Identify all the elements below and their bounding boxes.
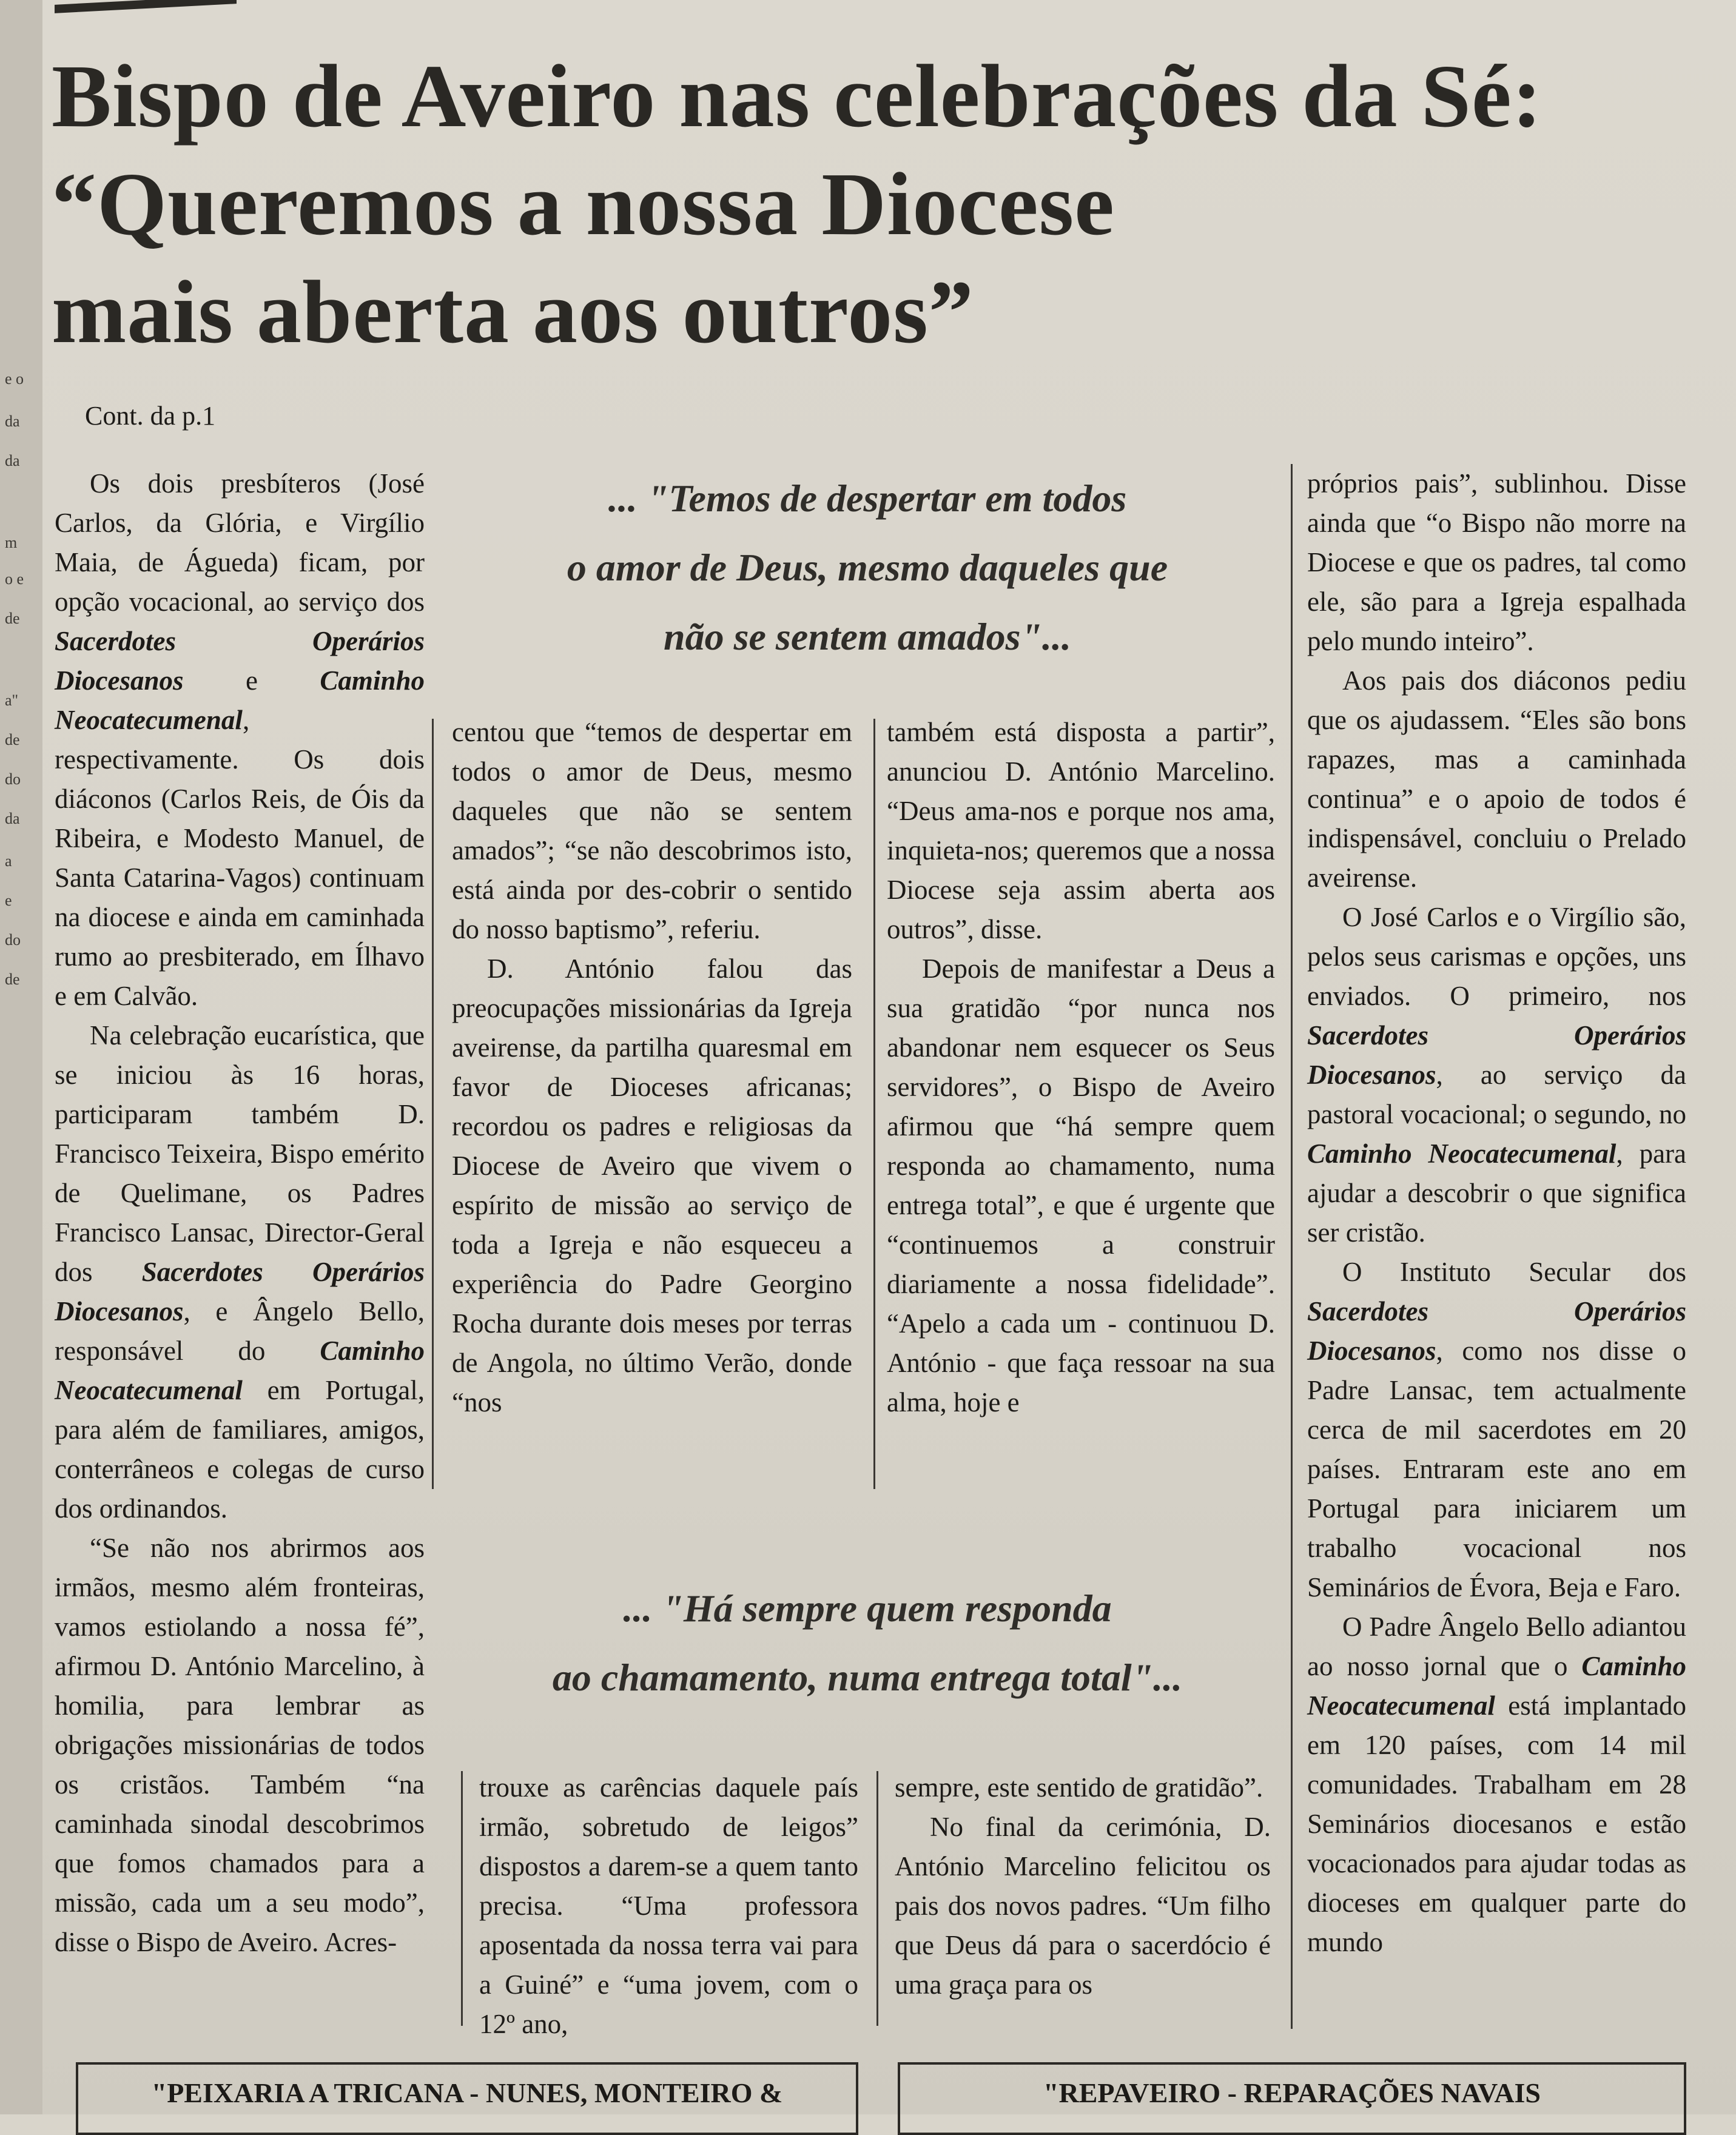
margin-fragment: de [5,731,20,748]
ad-box-right [898,2062,1686,2135]
margin-fragment: de [5,970,20,988]
ad-box-left [76,2062,858,2135]
column-3-bottom [895,1768,1271,2005]
emphasis: Sacerdotes Operários Diocesanos [55,626,425,696]
paragraph: D. António falou das preocupações missionárias da Igreja aveirense, da partilha quaresmal em favor de Dioceses africanas; recordou os padres e religiosas da Diocese de Aveiro que vivem o espírito de missão ao serviço de toda a Igreja e não esqueceu a experiência do Padre Georgino Rocha durante dois meses por terras de Angola, no último Verão, donde “nos [452,953,852,1417]
paragraph: também está disposta a partir”, anunciou D. António Marcelino. “Deus ama-nos e porque nos ama, inquieta-nos; queremos que a nossa Diocese seja assim aberta aos outros”, disse. [887,717,1275,944]
emphasis: Caminho Neocatecumenal [55,665,425,735]
margin-fragment: m [5,534,18,551]
column-rule [873,719,875,1489]
pull-quote-line: ... "Temos de despertar em todos [608,477,1127,520]
continuation-note: Cont. da p.1 [85,401,216,431]
emphasis: Sacerdotes Operários Diocesanos [1307,1020,1686,1090]
column-2-top [452,713,852,1422]
paragraph: O José Carlos e o Virgílio são, pelos seus carismas e opções, uns enviados. O primeiro, nos Sacerdotes Operários Diocesanos, ao serviço da pastoral vocacional; o segundo, no Caminho Neocatecumenal, para ajudar a descobrir o que significa ser cristão. [1307,902,1686,1248]
column-rule [432,719,434,1489]
headline-line-3: mais aberta aos outros” [52,263,974,362]
paragraph: O Padre Ângelo Bello adiantou ao nosso jornal que o Caminho Neocatecumenal está implantado em 120 países, com 14 mil comunidades. Trabalham em 28 Seminários diocesanos e estão vocacionados para ajudar todas as dioceses em qualquer parte do mundo [1307,1612,1686,1957]
paragraph: centou que “temos de despertar em todos o amor de Deus, mesmo daqueles que não se sentem amados”; “se não descobrimos isto, está ainda por des-cobrir o sentido do nosso baptismo”, referiu. [452,717,852,944]
pull-quote-line: o amor de Deus, mesmo daqueles que [567,546,1168,589]
paragraph: próprios pais”, sublinhou. Disse ainda que “o Bispo não morre na Diocese e que os padres, tal como ele, são para a Igreja espalhada pelo mundo inteiro”. [1307,468,1686,656]
pull-quote-2 [449,1574,1286,1712]
margin-fragment: e o [5,370,24,388]
paragraph: Depois de manifestar a Deus a sua gratidão “por nunca nos abandonar nem esquecer os Seus servidores”, o Bispo de Aveiro afirmou que “há sempre quem responda ao chamamento, numa entrega total”, e que é urgente que “continuemos a construir diariamente a nossa fidelidade”. “Apelo a cada um - continuou D. António - que faça ressoar na sua alma, hoje e [887,953,1275,1417]
emphasis: Caminho Neocatecumenal [1307,1138,1617,1169]
paragraph: sempre, este sentido de gratidão”. [895,1772,1263,1803]
paragraph: Os dois presbíteros (José Carlos, da Glória, e Virgílio Maia, de Águeda) ficam, por opção vocacional, ao serviço dos Sacerdotes Operários Diocesanos e Caminho Neocatecumenal, respectivamente. Os dois diáconos (Carlos Reis, de Óis da Ribeira, e Modesto Manuel, de Santa Catarina-Vagos) continuam na diocese e ainda em caminhada rumo ao presbiterado, em Ílhavo e em Calvão. [55,468,425,1011]
column-3-top [887,713,1275,1422]
paragraph: No final da cerimónia, D. António Marcelino felicitou os pais dos novos padres. “Um filho que Deus dá para o sacerdócio é uma graça para os [895,1812,1271,2000]
paragraph: Aos pais dos diáconos pediu que os ajudassem. “Eles são bons rapazes, mas a caminhada continua” e o apoio de todos é indispensável, concluiu o Prelado aveirense. [1307,665,1686,893]
column-rule [1291,464,1293,2029]
margin-fragment: do [5,931,21,949]
paragraph: trouxe as carências daquele país irmão, sobretudo de leigos” dispostos a darem-se a quem tanto precisa. “Uma professora aposentada da nossa terra vai para a Guiné” e “uma jovem, com o 12º ano, [479,1772,858,2039]
ad-text: "REPAVEIRO - REPARAÇÕES NAVAIS [1043,2077,1541,2108]
pull-quote-line: ao chamamento, numa entrega total"... [552,1656,1183,1699]
column-1 [55,464,425,1962]
ad-text: "PEIXARIA A TRICANA - NUNES, MONTEIRO & [151,2077,783,2108]
pull-quote-line: não se sentem amados"... [664,615,1071,658]
margin-fragment: e [5,892,12,909]
column-2-bottom [479,1768,858,2044]
margin-fragment: da [5,412,20,430]
emphasis: Sacerdotes Operários Diocesanos [1307,1296,1686,1366]
margin-fragment: a" [5,691,19,709]
article-headline [52,42,1689,366]
paragraph: O Instituto Secular dos Sacerdotes Operários Diocesanos, como nos disse o Padre Lansac, tem actualmente cerca de mil sacerdotes em 20 países. Entraram este ano em Portugal para iniciarem um trabalho vocacional nos Seminários de Évora, Beja e Faro. [1307,1257,1686,1602]
column-rule [876,1771,878,2026]
paragraph: Na celebração eucarística, que se iniciou às 16 horas, participaram também D. Francisco Teixeira, Bispo emérito de Quelimane, os Padres Francisco Lansac, Director-Geral dos Sacerdotes Operários Diocesanos, e Ângelo Bello, responsável do Caminho Neocatecumenal em Portugal, para além de familiares, amigos, conterrâneos e colegas de curso dos ordinandos. [55,1020,425,1524]
margin-fragment: da [5,810,20,827]
headline-line-2: “Queremos a nossa Diocese [52,155,1115,254]
margin-fragment: o e [5,570,24,588]
paragraph: “Se não nos abrirmos aos irmãos, mesmo além fronteiras, vamos estiolando a nossa fé”, afirmou D. António Marcelino, à homilia, para lembrar as obrigações missionárias de todos os cristãos. Também “na caminhada sinodal descobrimos que fomos chamados para a missão, cada um a seu modo”, disse o Bispo de Aveiro. Acres- [55,1533,425,1957]
margin-fragment: do [5,770,21,788]
pull-quote-line: ... "Há sempre quem responda [623,1587,1112,1630]
emphasis: Caminho Neocatecumenal [55,1336,425,1405]
column-rule [461,1771,463,2026]
emphasis: Sacerdotes Operários Diocesanos [55,1257,425,1326]
margin-fragment: a [5,852,12,870]
headline-line-1: Bispo de Aveiro nas celebrações da Sé: [52,47,1543,146]
margin-fragment: de [5,610,20,627]
pull-quote-1 [449,464,1286,671]
adjacent-page-edge [0,0,44,2114]
emphasis: Caminho Neocatecumenal [1307,1651,1686,1721]
column-4 [1307,464,1686,1962]
margin-fragment: da [5,452,20,469]
